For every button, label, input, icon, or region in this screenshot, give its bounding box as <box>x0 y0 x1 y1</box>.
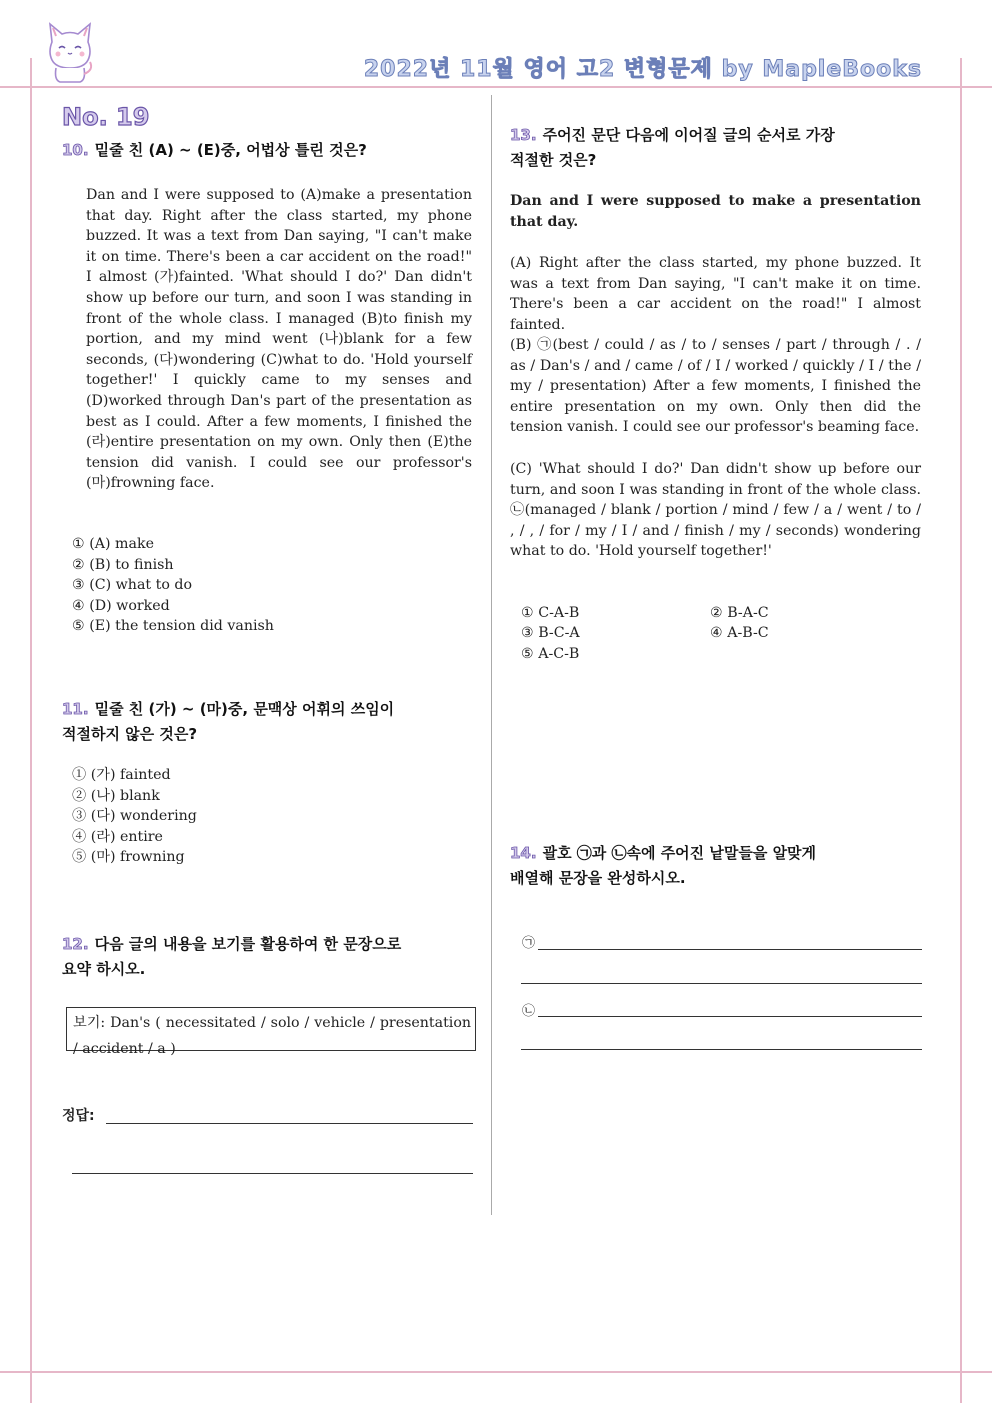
q13-prompt-line1: 주어진 문단 다음에 이어질 글의 순서로 가장 <box>542 126 835 144</box>
frame-right-line <box>960 58 962 1403</box>
q11-option-4[interactable]: ④ (라) entire <box>72 828 163 845</box>
frame-left-line <box>30 58 32 1403</box>
q11-option-1[interactable]: ① (가) fainted <box>72 767 171 783</box>
q10-option-4[interactable]: ④ (D) worked <box>72 597 170 614</box>
q14-answer-line-b2[interactable] <box>521 1049 922 1050</box>
q10-title <box>62 138 482 163</box>
q10-options <box>72 534 274 637</box>
q12-prompt-line1: 다음 글의 내용을 보기를 활용하여 한 문장으로 <box>94 935 402 953</box>
q14-label-b: ㉡ <box>522 1004 536 1019</box>
q13-paragraph-b: (B) ㉠(best / could / as / to / senses / part / through / . / as / Dan's / and / came / of / I / worked / quickly / I / the / my / presentation) After a few moments, I finished the entire presentation on my own. Only then did the tension vanish. I could see our professor's beaming face. <box>510 337 921 436</box>
q10-option-3[interactable]: ③ (C) what to do <box>72 577 192 594</box>
q11-options <box>72 765 197 868</box>
q14-title <box>510 841 930 891</box>
q13-option-5[interactable]: ⑤ A-C-B <box>521 646 580 662</box>
q13-option-2[interactable]: ② B-A-C <box>710 605 769 621</box>
q11-title <box>62 697 482 747</box>
q14-prompt-line2: 배열해 문장을 완성하시오. <box>510 869 686 887</box>
q10-option-2[interactable]: ② (B) to finish <box>72 556 174 573</box>
q13-prompt-line2: 적절한 것은? <box>510 151 597 169</box>
q14-label-a: ㉠ <box>522 936 536 951</box>
q14-answer-line-b1[interactable] <box>538 1016 922 1017</box>
q12-title <box>62 932 482 982</box>
q10-number: 10. <box>62 141 89 159</box>
q10-option-5[interactable]: ⑤ (E) the tension did vanish <box>72 618 274 635</box>
set-number-label: No. 19 <box>62 103 150 131</box>
q13-number: 13. <box>510 126 537 144</box>
q11-option-2[interactable]: ② (나) blank <box>72 787 160 804</box>
frame-top-line <box>0 86 992 88</box>
q13-option-1[interactable]: ① C-A-B <box>521 605 580 621</box>
cat-logo-icon <box>44 22 96 84</box>
q13-given-paragraph: Dan and I were supposed to make a presentation that day. <box>510 193 921 230</box>
q11-prompt-line2: 적절하지 않은 것은? <box>62 725 198 743</box>
q11-option-3[interactable]: ③ (다) wondering <box>72 808 197 825</box>
q14-number: 14. <box>510 844 537 862</box>
q14-prompt-line1: 괄호 ㉠과 ㉡속에 주어진 낱말들을 알맞게 <box>542 844 817 862</box>
q10-passage: Dan and I were supposed to (A)make a presentation that day. Right after the class started, my phone buzzed. It was a text from Dan saying, "I can't make it on time. There's been a car accident on the road!" I almost (가)fainted. 'What should I do?' Dan didn't show up before our turn, and soon I was standing in front of the whole class. I managed (B)to finish my portion, and my mind went (나)blank for a few seconds, (다)wondering (C)what to do. 'Hold yourself together!' I quickly came to my senses and (D)worked through Dan's part of the presentation as best as I could. After a few moments, I finished the (라)entire presentation on my own. Only then (E)the tension did vanish. I could see our professor's (마)frowning face. <box>86 187 472 492</box>
q10-prompt: 밑줄 친 (A) ~ (E)중, 어법상 틀린 것은? <box>94 141 367 159</box>
q13-title <box>510 123 930 173</box>
q14-answer-line-a2[interactable] <box>521 983 922 984</box>
q11-number: 11. <box>62 700 89 718</box>
q11-option-5[interactable]: ⑤ (마) frowning <box>72 849 185 866</box>
q13-option-4[interactable]: ④ A-B-C <box>710 625 769 641</box>
column-divider <box>491 95 492 1215</box>
q13-paragraph-c: (C) 'What should I do?' Dan didn't show up before our turn, and soon I was standing in front of the whole class. ㉡(managed / blank / portion / mind / few / a / went / to / , / , / for / my / I / and / finish / my / seconds) wondering what to do. 'Hold yourself together!' <box>510 461 921 560</box>
q12-prompt-line2: 요약 하시오. <box>62 960 146 978</box>
q12-answer-line-2[interactable] <box>72 1173 473 1174</box>
q12-word-box: 보기: Dan's ( necessitated / solo / vehicle / presentation / accident / a ) <box>66 1007 476 1051</box>
q13-option-3[interactable]: ③ B-C-A <box>521 625 580 641</box>
q12-answer-line-1[interactable] <box>106 1123 473 1124</box>
header-title: 2022년 11월 영어 고2 변형문제 by MapleBooks <box>363 57 922 82</box>
q11-prompt-line1: 밑줄 친 (가) ~ (마)중, 문맥상 어휘의 쓰임이 <box>94 700 395 718</box>
frame-bottom-line <box>0 1371 992 1373</box>
q14-answer-line-a1[interactable] <box>538 949 922 950</box>
q12-answer-label: 정답: <box>62 1108 95 1124</box>
q10-option-1[interactable]: ① (A) make <box>72 536 154 552</box>
q13-paragraph-a: (A) Right after the class started, my phone buzzed. It was a text from Dan saying, "I can't make it on time. There's been a car accident on the road!" I almost fainted. <box>510 255 921 333</box>
q12-number: 12. <box>62 935 89 953</box>
